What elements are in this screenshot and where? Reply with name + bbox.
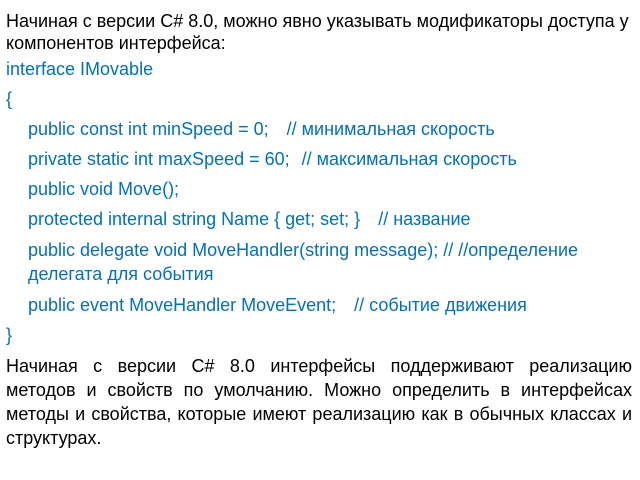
intro-paragraph: Начиная с версии C# 8.0, можно явно указывать модификаторы доступа у компонентов интерфейса: <box>6 11 629 53</box>
slide-content <box>6 10 632 450</box>
code-line-delegate <box>6 238 632 286</box>
code-open-brace: { <box>6 89 13 109</box>
code-comment: // минимальная скорость <box>286 119 495 139</box>
code-interface-declaration: interface IMovable <box>6 59 154 79</box>
code-close-brace: } <box>6 325 13 345</box>
code-statement: private static int maxSpeed = 60; <box>28 149 290 169</box>
code-line-min-speed <box>6 118 632 140</box>
code-statement: protected internal string Name { get; set; } <box>28 209 361 229</box>
code-line-event <box>6 294 632 316</box>
code-comment: // //определение делегата для события <box>28 240 579 284</box>
code-line-max-speed <box>6 148 632 170</box>
code-statement: public event MoveHandler MoveEvent; <box>28 295 337 315</box>
code-comment: // событие движения <box>354 295 527 315</box>
code-line-move <box>6 178 632 200</box>
code-statement: public const int minSpeed = 0; <box>28 119 269 139</box>
code-comment: // название <box>378 209 471 229</box>
code-statement: public delegate void MoveHandler(string message); <box>28 240 439 260</box>
code-line-name-property <box>6 208 632 230</box>
code-statement: public void Move(); <box>28 179 180 199</box>
code-comment: // максимальная скорость <box>301 149 517 169</box>
outro-paragraph: Начиная с версии C# 8.0 интерфейсы поддерживают реализацию методов и свойств по умолчанию. Можно определить в интерфейсах методы и свойства, которые имеют реализацию как в обычных классах и структурах. <box>6 356 632 448</box>
